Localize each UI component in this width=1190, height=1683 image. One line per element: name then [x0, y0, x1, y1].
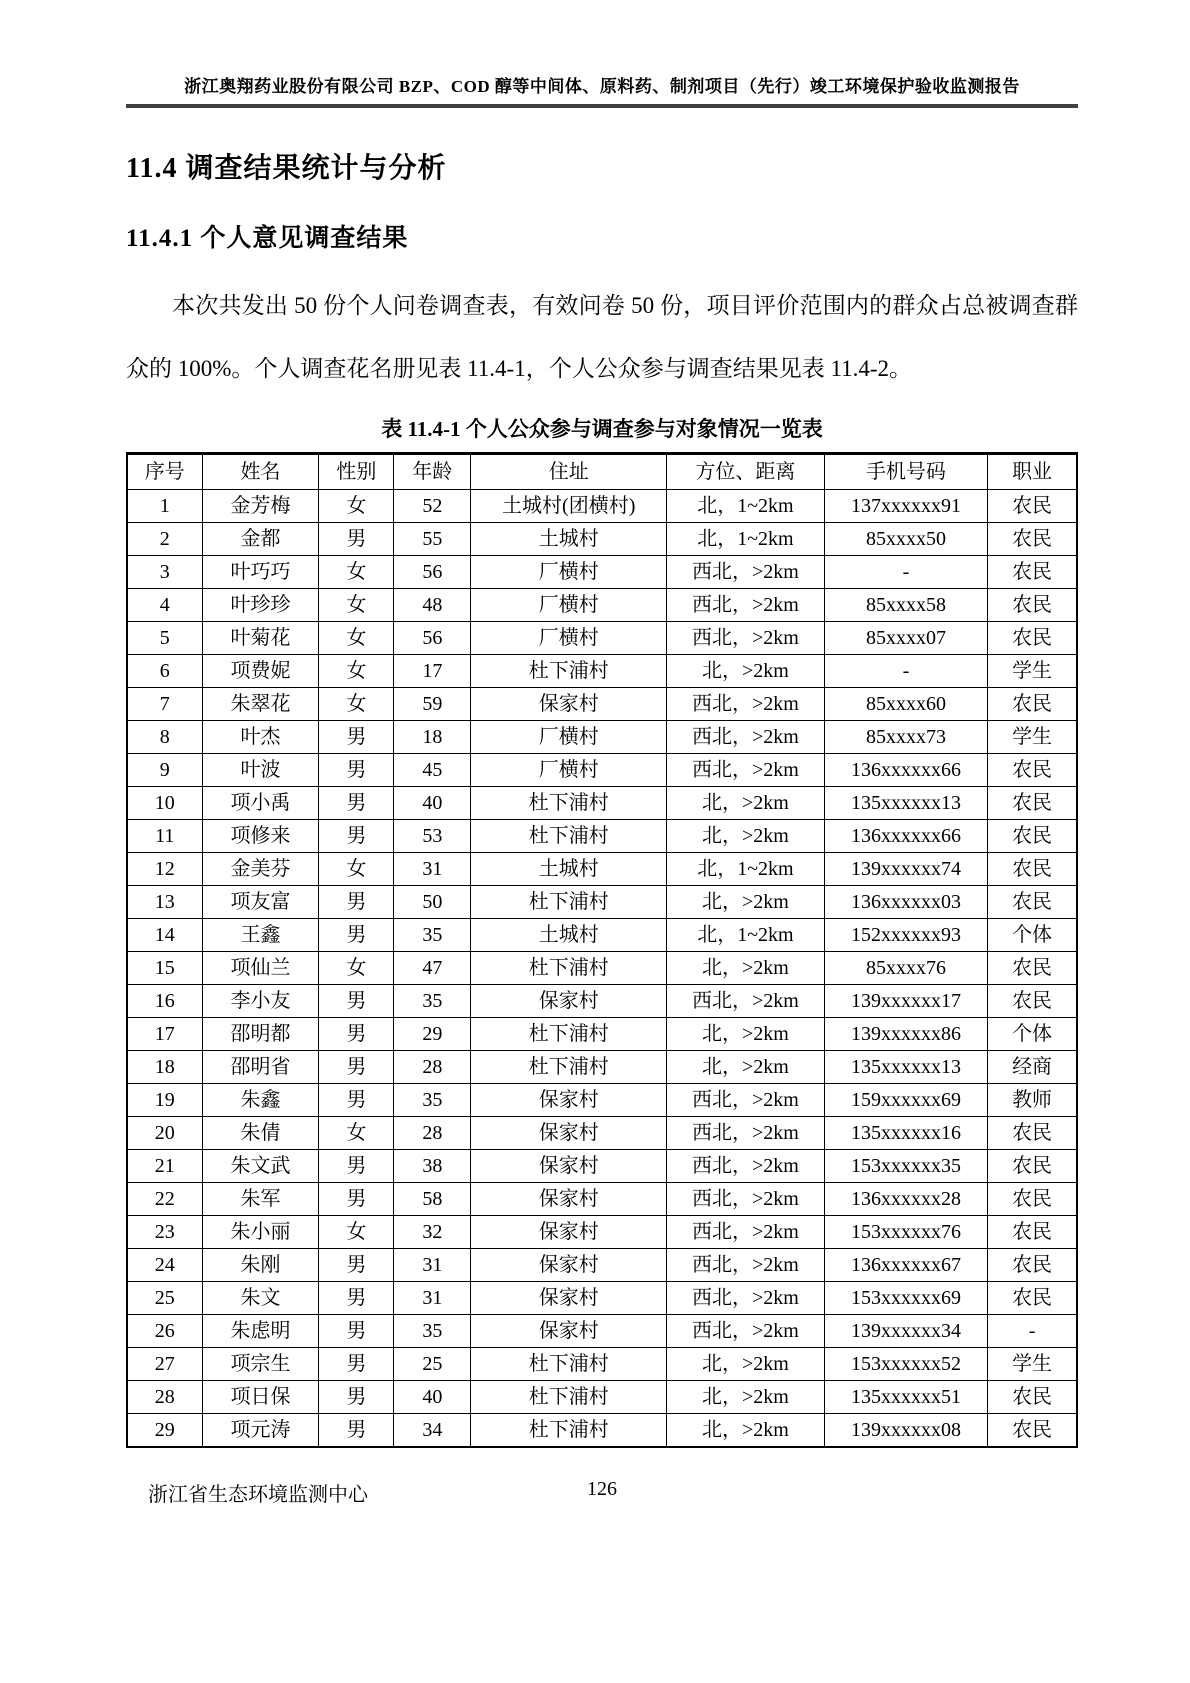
- table-cell: 农民: [988, 490, 1077, 523]
- table-cell: 农民: [988, 523, 1077, 556]
- table-cell: 农民: [988, 622, 1077, 655]
- table-cell: 学生: [988, 721, 1077, 754]
- table-cell: 邵明省: [202, 1051, 319, 1084]
- table-cell: 13: [127, 886, 202, 919]
- table-cell: 男: [319, 1414, 394, 1448]
- table-cell: 10: [127, 787, 202, 820]
- table-cell: 139xxxxxx74: [824, 853, 987, 886]
- table-cell: 女: [319, 688, 394, 721]
- table-cell: 农民: [988, 820, 1077, 853]
- table-cell: 保家村: [471, 1084, 667, 1117]
- table-cell: 农民: [988, 1282, 1077, 1315]
- column-header: 手机号码: [824, 454, 987, 490]
- table-row: [127, 1348, 1077, 1381]
- participants-table: [126, 452, 1078, 1448]
- page-footer: [126, 1478, 1078, 1506]
- table-cell: 西北，>2km: [667, 1216, 825, 1249]
- table-row: [127, 523, 1077, 556]
- table-cell: 18: [127, 1051, 202, 1084]
- table-cell: 农民: [988, 556, 1077, 589]
- table-cell: 农民: [988, 853, 1077, 886]
- table-cell: 保家村: [471, 985, 667, 1018]
- table-cell: 男: [319, 985, 394, 1018]
- table-cell: 项元涛: [202, 1414, 319, 1448]
- table-cell: 厂横村: [471, 754, 667, 787]
- table-cell: 139xxxxxx17: [824, 985, 987, 1018]
- header-rule: [126, 104, 1078, 108]
- table-cell: 西北，>2km: [667, 556, 825, 589]
- table-cell: 男: [319, 1348, 394, 1381]
- table-cell: 西北，>2km: [667, 985, 825, 1018]
- table-cell: 西北，>2km: [667, 1117, 825, 1150]
- table-cell: 保家村: [471, 1183, 667, 1216]
- table-row: [127, 589, 1077, 622]
- table-cell: 5: [127, 622, 202, 655]
- table-cell: 153xxxxxx52: [824, 1348, 987, 1381]
- table-cell: 男: [319, 523, 394, 556]
- table-cell: 11: [127, 820, 202, 853]
- table-cell: 40: [394, 787, 471, 820]
- table-cell: -: [824, 655, 987, 688]
- table-row: [127, 820, 1077, 853]
- table-cell: 项费妮: [202, 655, 319, 688]
- table-cell: 29: [127, 1414, 202, 1448]
- table-cell: 19: [127, 1084, 202, 1117]
- table-row: [127, 622, 1077, 655]
- intro-paragraph: 本次共发出 50 份个人问卷调查表，有效问卷 50 份，项目评价范围内的群众占总被调查群众的 100%。个人调查花名册见表 11.4-1，个人公众参与调查结果见表 11.4-2。: [126, 293, 1078, 381]
- table-row: [127, 853, 1077, 886]
- table-cell: 136xxxxxx67: [824, 1249, 987, 1282]
- table-cell: 邵明都: [202, 1018, 319, 1051]
- table-cell: 17: [394, 655, 471, 688]
- table-cell: 1: [127, 490, 202, 523]
- column-header: 序号: [127, 454, 202, 490]
- table-cell: 女: [319, 1117, 394, 1150]
- table-cell: 杜下浦村: [471, 1348, 667, 1381]
- table-cell: 叶菊花: [202, 622, 319, 655]
- table-cell: 20: [127, 1117, 202, 1150]
- table-cell: 杜下浦村: [471, 820, 667, 853]
- table-row: [127, 1216, 1077, 1249]
- table-cell: 朱翠花: [202, 688, 319, 721]
- table-cell: 55: [394, 523, 471, 556]
- table-cell: 农民: [988, 754, 1077, 787]
- table-row: [127, 886, 1077, 919]
- table-cell: 137xxxxxx91: [824, 490, 987, 523]
- table-cell: 47: [394, 952, 471, 985]
- table-cell: 85xxxx50: [824, 523, 987, 556]
- table-cell: 27: [127, 1348, 202, 1381]
- table-row: [127, 1150, 1077, 1183]
- table-row: [127, 754, 1077, 787]
- table-caption: 表 11.4-1 个人公众参与调查参与对象情况一览表: [381, 417, 823, 441]
- column-header: 性别: [319, 454, 394, 490]
- table-cell: 16: [127, 985, 202, 1018]
- table-cell: 85xxxx60: [824, 688, 987, 721]
- page-number: 126: [587, 1478, 617, 1500]
- table-cell: 朱虑明: [202, 1315, 319, 1348]
- table-cell: 项仙兰: [202, 952, 319, 985]
- table-row: [127, 1249, 1077, 1282]
- table-cell: 西北，>2km: [667, 754, 825, 787]
- table-cell: 西北，>2km: [667, 721, 825, 754]
- table-cell: 叶杰: [202, 721, 319, 754]
- table-cell: 153xxxxxx76: [824, 1216, 987, 1249]
- table-cell: 31: [394, 1249, 471, 1282]
- table-cell: 35: [394, 1315, 471, 1348]
- table-cell: 北，>2km: [667, 655, 825, 688]
- table-cell: 58: [394, 1183, 471, 1216]
- table-cell: 23: [127, 1216, 202, 1249]
- table-cell: 农民: [988, 952, 1077, 985]
- table-cell: 北，>2km: [667, 1051, 825, 1084]
- table-cell: 保家村: [471, 1315, 667, 1348]
- table-cell: 农民: [988, 1414, 1077, 1448]
- table-cell: 杜下浦村: [471, 655, 667, 688]
- table-cell: 152xxxxxx93: [824, 919, 987, 952]
- table-cell: 农民: [988, 1117, 1077, 1150]
- table-cell: 139xxxxxx08: [824, 1414, 987, 1448]
- table-cell: 农民: [988, 787, 1077, 820]
- table-cell: 杜下浦村: [471, 1381, 667, 1414]
- table-cell: 叶巧巧: [202, 556, 319, 589]
- table-cell: 杜下浦村: [471, 1414, 667, 1448]
- table-cell: 农民: [988, 1249, 1077, 1282]
- table-cell: 北，>2km: [667, 787, 825, 820]
- table-cell: 杜下浦村: [471, 1018, 667, 1051]
- table-cell: 土城村(团横村): [471, 490, 667, 523]
- table-cell: 28: [394, 1117, 471, 1150]
- table-row: [127, 952, 1077, 985]
- table-row: [127, 721, 1077, 754]
- table-cell: 农民: [988, 1381, 1077, 1414]
- table-cell: 7: [127, 688, 202, 721]
- table-cell: 35: [394, 1084, 471, 1117]
- table-cell: 西北，>2km: [667, 1282, 825, 1315]
- table-cell: 叶波: [202, 754, 319, 787]
- table-cell: 北，>2km: [667, 886, 825, 919]
- table-cell: 女: [319, 853, 394, 886]
- table-cell: 男: [319, 1084, 394, 1117]
- table-cell: 85xxxx07: [824, 622, 987, 655]
- table-cell: 北，1~2km: [667, 523, 825, 556]
- table-cell: 85xxxx58: [824, 589, 987, 622]
- table-cell: 朱鑫: [202, 1084, 319, 1117]
- table-cell: 136xxxxxx66: [824, 820, 987, 853]
- table-cell: 3: [127, 556, 202, 589]
- table-cell: 136xxxxxx03: [824, 886, 987, 919]
- table-cell: 学生: [988, 655, 1077, 688]
- table-cell: 8: [127, 721, 202, 754]
- table-row: [127, 1018, 1077, 1051]
- table-cell: 西北，>2km: [667, 622, 825, 655]
- table-cell: 朱倩: [202, 1117, 319, 1150]
- table-cell: 农民: [988, 985, 1077, 1018]
- table-cell: 男: [319, 1249, 394, 1282]
- table-cell: 32: [394, 1216, 471, 1249]
- table-row: [127, 1282, 1077, 1315]
- table-cell: 金美芬: [202, 853, 319, 886]
- table-cell: 48: [394, 589, 471, 622]
- table-cell: 38: [394, 1150, 471, 1183]
- table-cell: 保家村: [471, 1216, 667, 1249]
- table-row: [127, 1315, 1077, 1348]
- column-header: 职业: [988, 454, 1077, 490]
- table-cell: 杜下浦村: [471, 787, 667, 820]
- table-cell: 男: [319, 1315, 394, 1348]
- table-cell: 叶珍珍: [202, 589, 319, 622]
- table-cell: 杜下浦村: [471, 952, 667, 985]
- table-cell: 西北，>2km: [667, 1183, 825, 1216]
- table-cell: 17: [127, 1018, 202, 1051]
- table-cell: 135xxxxxx13: [824, 787, 987, 820]
- table-cell: 项宗生: [202, 1348, 319, 1381]
- table-cell: 6: [127, 655, 202, 688]
- table-row: [127, 1084, 1077, 1117]
- table-cell: 项友富: [202, 886, 319, 919]
- table-cell: 女: [319, 556, 394, 589]
- table-cell: 土城村: [471, 919, 667, 952]
- table-cell: 男: [319, 886, 394, 919]
- table-cell: 52: [394, 490, 471, 523]
- table-row: [127, 919, 1077, 952]
- table-cell: 53: [394, 820, 471, 853]
- table-row: [127, 1117, 1077, 1150]
- table-cell: 45: [394, 754, 471, 787]
- table-cell: 西北，>2km: [667, 1315, 825, 1348]
- table-body: [127, 490, 1077, 1448]
- table-cell: 女: [319, 589, 394, 622]
- table-cell: 王鑫: [202, 919, 319, 952]
- table-row: [127, 1183, 1077, 1216]
- column-header: 住址: [471, 454, 667, 490]
- table-cell: 男: [319, 1381, 394, 1414]
- table-cell: 男: [319, 1018, 394, 1051]
- table-cell: 西北，>2km: [667, 688, 825, 721]
- table-row: [127, 688, 1077, 721]
- table-cell: 153xxxxxx69: [824, 1282, 987, 1315]
- table-cell: 农民: [988, 688, 1077, 721]
- table-cell: 4: [127, 589, 202, 622]
- table-cell: 25: [127, 1282, 202, 1315]
- table-cell: 北，>2km: [667, 820, 825, 853]
- table-cell: 26: [127, 1315, 202, 1348]
- table-cell: 项日保: [202, 1381, 319, 1414]
- table-cell: 135xxxxxx13: [824, 1051, 987, 1084]
- table-cell: 9: [127, 754, 202, 787]
- table-cell: 北，1~2km: [667, 490, 825, 523]
- column-header: 方位、距离: [667, 454, 825, 490]
- table-cell: 金都: [202, 523, 319, 556]
- table-cell: 男: [319, 1051, 394, 1084]
- header-title: 浙江奥翔药业股份有限公司 BZP、COD 醇等中间体、原料药、制剂项目（先行）竣工环境保护验收监测报告: [184, 77, 1020, 96]
- table-cell: 西北，>2km: [667, 1084, 825, 1117]
- table-cell: 农民: [988, 886, 1077, 919]
- table-cell: 35: [394, 985, 471, 1018]
- table-cell: 厂横村: [471, 721, 667, 754]
- table-cell: 项小禹: [202, 787, 319, 820]
- table-cell: 李小友: [202, 985, 319, 1018]
- table-header-row: [127, 454, 1077, 490]
- table-cell: 女: [319, 622, 394, 655]
- table-cell: 31: [394, 1282, 471, 1315]
- table-cell: 女: [319, 655, 394, 688]
- table-cell: 135xxxxxx16: [824, 1117, 987, 1150]
- table-cell: 28: [394, 1051, 471, 1084]
- table-cell: -: [988, 1315, 1077, 1348]
- table-cell: 保家村: [471, 1117, 667, 1150]
- table-cell: 12: [127, 853, 202, 886]
- table-cell: 北，>2km: [667, 952, 825, 985]
- table-cell: 35: [394, 919, 471, 952]
- table-cell: 男: [319, 919, 394, 952]
- table-cell: 女: [319, 490, 394, 523]
- table-cell: 21: [127, 1150, 202, 1183]
- table-cell: 男: [319, 787, 394, 820]
- content-column: [126, 0, 1078, 1506]
- table-cell: 25: [394, 1348, 471, 1381]
- table-cell: 男: [319, 1150, 394, 1183]
- table-cell: 男: [319, 820, 394, 853]
- table-cell: 土城村: [471, 523, 667, 556]
- table-cell: 135xxxxxx51: [824, 1381, 987, 1414]
- table-cell: 29: [394, 1018, 471, 1051]
- table-cell: 西北，>2km: [667, 1150, 825, 1183]
- table-cell: 18: [394, 721, 471, 754]
- table-cell: 56: [394, 622, 471, 655]
- column-header: 年龄: [394, 454, 471, 490]
- table-cell: 153xxxxxx35: [824, 1150, 987, 1183]
- table-cell: 朱刚: [202, 1249, 319, 1282]
- table-cell: 农民: [988, 1216, 1077, 1249]
- table-cell: 个体: [988, 1018, 1077, 1051]
- table-cell: 139xxxxxx86: [824, 1018, 987, 1051]
- table-cell: 个体: [988, 919, 1077, 952]
- table-cell: -: [824, 556, 987, 589]
- table-cell: 28: [127, 1381, 202, 1414]
- table-cell: 50: [394, 886, 471, 919]
- table-cell: 保家村: [471, 1249, 667, 1282]
- table-cell: 杜下浦村: [471, 1051, 667, 1084]
- table-cell: 男: [319, 1183, 394, 1216]
- table-cell: 男: [319, 754, 394, 787]
- table-cell: 56: [394, 556, 471, 589]
- table-cell: 保家村: [471, 688, 667, 721]
- table-cell: 农民: [988, 1150, 1077, 1183]
- table-cell: 土城村: [471, 853, 667, 886]
- table-row: [127, 1051, 1077, 1084]
- subsection-heading: 11.4.1 个人意见调查结果: [126, 225, 409, 252]
- table-cell: 北，>2km: [667, 1348, 825, 1381]
- section-heading: 11.4 调查结果统计与分析: [126, 153, 447, 184]
- table-cell: 34: [394, 1414, 471, 1448]
- table-cell: 学生: [988, 1348, 1077, 1381]
- table-row: [127, 1414, 1077, 1448]
- table-cell: 女: [319, 952, 394, 985]
- table-cell: 24: [127, 1249, 202, 1282]
- table-cell: 朱文: [202, 1282, 319, 1315]
- table-cell: 北，>2km: [667, 1414, 825, 1448]
- table-row: [127, 985, 1077, 1018]
- page-header: [126, 0, 1078, 108]
- table-cell: 金芳梅: [202, 490, 319, 523]
- table-row: [127, 655, 1077, 688]
- table-cell: 40: [394, 1381, 471, 1414]
- table-cell: 85xxxx76: [824, 952, 987, 985]
- column-header: 姓名: [202, 454, 319, 490]
- table-cell: 139xxxxxx34: [824, 1315, 987, 1348]
- table-cell: 85xxxx73: [824, 721, 987, 754]
- table-cell: 朱小丽: [202, 1216, 319, 1249]
- table-cell: 男: [319, 1282, 394, 1315]
- table-cell: 136xxxxxx28: [824, 1183, 987, 1216]
- table-cell: 杜下浦村: [471, 886, 667, 919]
- table-cell: 西北，>2km: [667, 589, 825, 622]
- table-cell: 保家村: [471, 1282, 667, 1315]
- table-cell: 厂横村: [471, 556, 667, 589]
- table-row: [127, 556, 1077, 589]
- table-cell: 北，1~2km: [667, 919, 825, 952]
- table-cell: 北，>2km: [667, 1018, 825, 1051]
- table-cell: 农民: [988, 589, 1077, 622]
- table-cell: 朱军: [202, 1183, 319, 1216]
- table-cell: 北，1~2km: [667, 853, 825, 886]
- table-cell: 项修来: [202, 820, 319, 853]
- table-cell: 保家村: [471, 1150, 667, 1183]
- table-cell: 西北，>2km: [667, 1249, 825, 1282]
- table-cell: 136xxxxxx66: [824, 754, 987, 787]
- footer-organization: 浙江省生态环境监测中心: [148, 1484, 368, 1506]
- table-cell: 教师: [988, 1084, 1077, 1117]
- table-row: [127, 787, 1077, 820]
- table-cell: 女: [319, 1216, 394, 1249]
- table-cell: 22: [127, 1183, 202, 1216]
- table-cell: 159xxxxxx69: [824, 1084, 987, 1117]
- table-row: [127, 490, 1077, 523]
- table-cell: 朱文武: [202, 1150, 319, 1183]
- table-cell: 经商: [988, 1051, 1077, 1084]
- table-cell: 15: [127, 952, 202, 985]
- table-cell: 59: [394, 688, 471, 721]
- table-cell: 2: [127, 523, 202, 556]
- table-cell: 厂横村: [471, 622, 667, 655]
- table-cell: 男: [319, 721, 394, 754]
- table-row: [127, 1381, 1077, 1414]
- table-cell: 农民: [988, 1183, 1077, 1216]
- table-cell: 31: [394, 853, 471, 886]
- table-cell: 北，>2km: [667, 1381, 825, 1414]
- table-cell: 14: [127, 919, 202, 952]
- table-cell: 厂横村: [471, 589, 667, 622]
